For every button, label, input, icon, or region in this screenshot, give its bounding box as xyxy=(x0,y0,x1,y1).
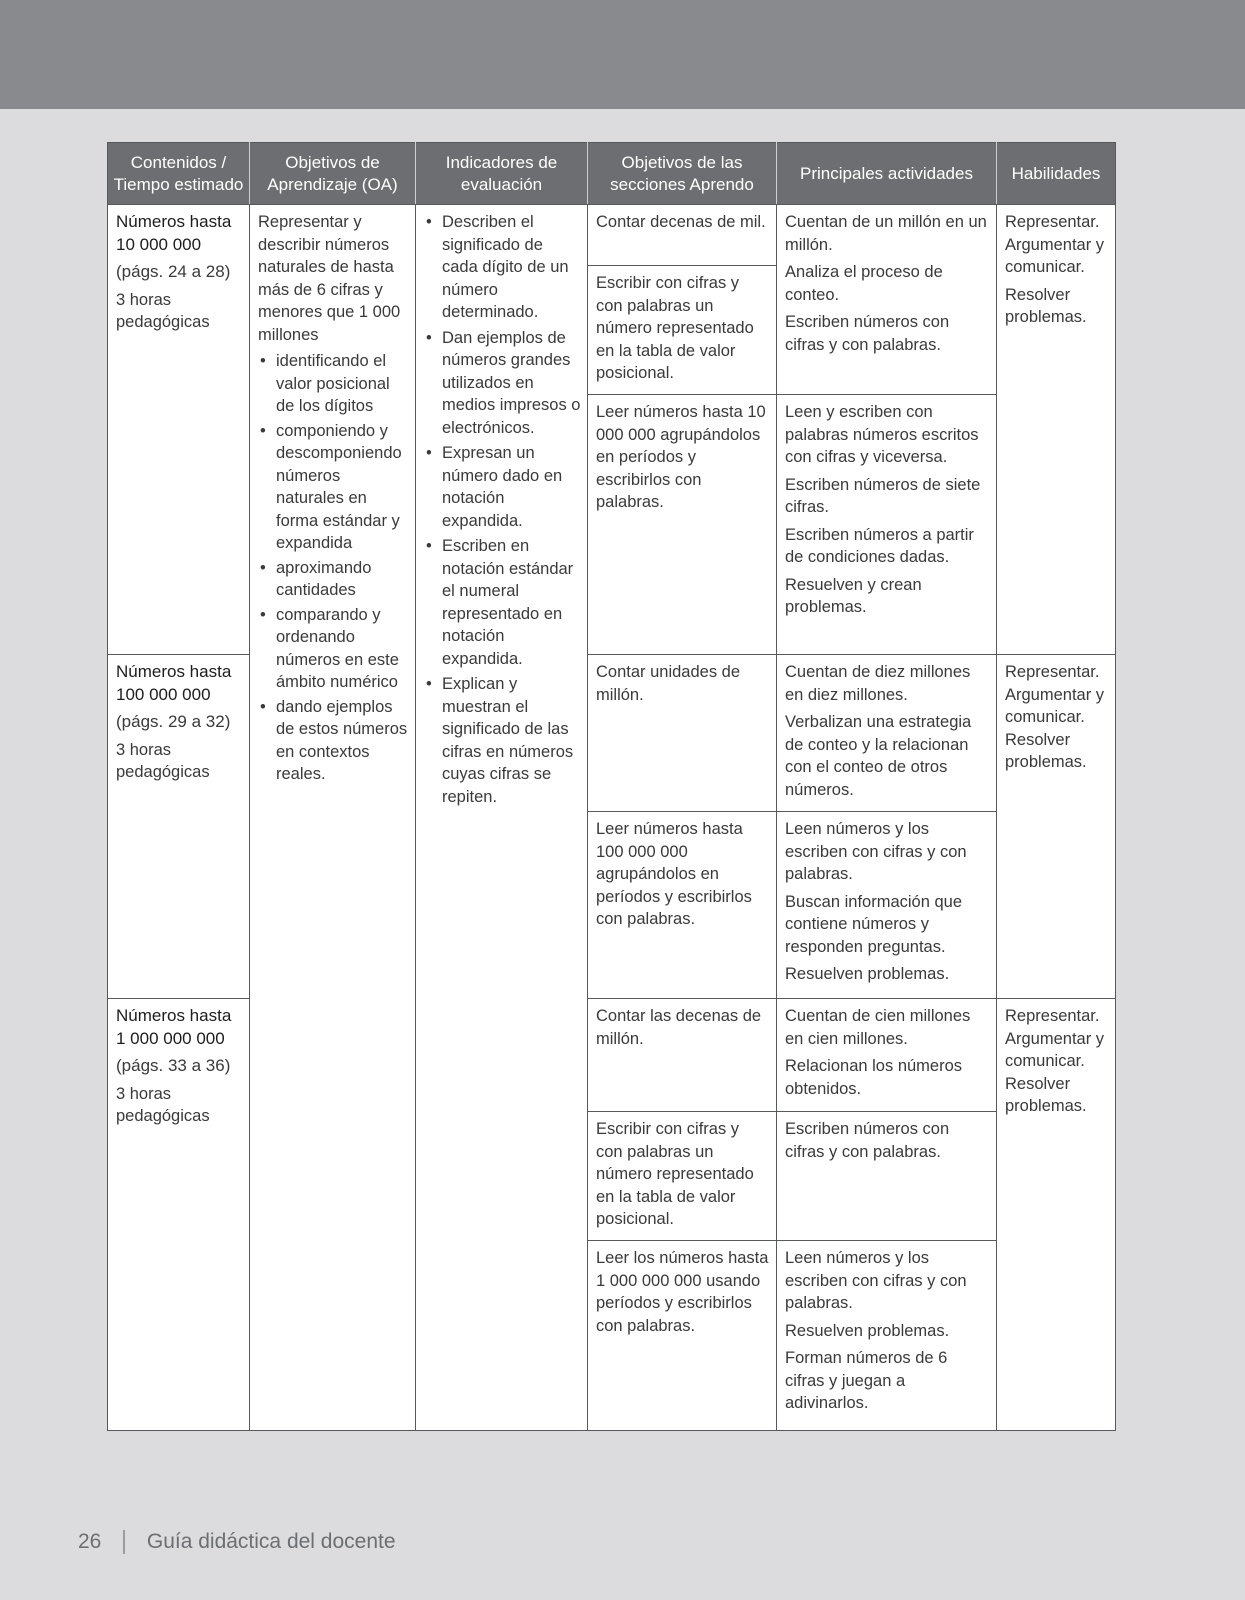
content-cell-2 xyxy=(108,655,250,999)
activity-item: Resuelven problemas. xyxy=(785,965,950,983)
activities-cell xyxy=(777,205,997,395)
section-objective: Escribir con cifras y con palabras un número representado en la tabla de valor posicional. xyxy=(588,266,777,395)
header-indicadores: Indicadores de evaluación xyxy=(416,143,588,205)
skill-item: Representar. Argumentar y comunicar. xyxy=(1005,213,1105,276)
activities-cell xyxy=(777,395,997,655)
activity-item: Leen números y los escriben con cifras y con palabras. xyxy=(785,1249,967,1312)
activity-item: Escriben números de siete cifras. xyxy=(785,475,981,516)
section-objective: Contar las decenas de millón. xyxy=(588,999,777,1112)
indicators-list xyxy=(424,211,581,808)
page-footer xyxy=(78,1530,396,1554)
planning-table-container xyxy=(107,142,1115,1431)
section-objective: Leer los números hasta 1 000 000 000 usando períodos y escribirlos con palabras. xyxy=(588,1241,777,1431)
footer-divider xyxy=(123,1530,125,1554)
header-objetivos-aprendizaje: Objetivos de Aprendizaje (OA) xyxy=(250,143,416,205)
content-cell-1 xyxy=(108,205,250,655)
section-objective: Escribir con cifras y con palabras un número representado en la tabla de valor posicional. xyxy=(588,1112,777,1241)
content-cell-3 xyxy=(108,999,250,1431)
content-time: 3 horas pedagógicas xyxy=(116,1084,210,1125)
activities-cell xyxy=(777,1112,997,1241)
content-title: Números hasta 100 000 000 xyxy=(116,662,232,704)
indicator-bullet: • Expresan un número dado en notación expandida. xyxy=(424,442,581,532)
planning-table xyxy=(107,142,1116,1431)
activity-item: Leen números y los escriben con cifras y con palabras. xyxy=(785,820,967,883)
oa-cell xyxy=(250,205,416,1431)
activity-item: Relacionan los números obtenidos. xyxy=(785,1057,963,1098)
activity-item: Verbalizan una estrategia de conteo y la relacionan con el conteo de otros números. xyxy=(785,713,972,799)
top-header-band xyxy=(0,0,1245,109)
section-objective: Leer números hasta 100 000 000 agrupándolos en períodos y escribirlos con palabras. xyxy=(588,812,777,999)
section-objective: Contar unidades de millón. xyxy=(588,655,777,812)
table-row xyxy=(108,205,1116,266)
oa-list xyxy=(258,350,409,786)
indicators-cell xyxy=(416,205,588,1431)
skills-cell-3 xyxy=(997,999,1116,1431)
header-contenidos: Contenidos / Tiempo estimado xyxy=(108,143,250,205)
content-pages: (págs. 24 a 28) xyxy=(116,262,231,281)
oa-bullet: • componiendo y descomponiendo números naturales en forma estándar y expandida xyxy=(258,420,409,555)
skills-cell-2 xyxy=(997,655,1116,999)
header-row xyxy=(108,143,1116,205)
oa-bullet: • aproximando cantidades xyxy=(258,557,409,602)
activity-item: Resuelven problemas. xyxy=(785,1321,950,1340)
activity-item: Buscan información que contiene números y responden preguntas. xyxy=(785,892,963,956)
content-pages: (págs. 29 a 32) xyxy=(116,712,231,731)
content-time: 3 horas pedagógicas xyxy=(116,740,210,781)
footer-title: Guía didáctica del docente xyxy=(146,1530,396,1553)
indicator-bullet: • Dan ejemplos de números grandes utilizados en medios impresos o electrónicos. xyxy=(424,327,581,440)
indicator-bullet: • Describen el significado de cada dígito de un número determinado. xyxy=(424,211,581,324)
header-objetivos-secciones: Objetivos de las secciones Aprendo xyxy=(588,143,777,205)
page-number: 26 xyxy=(78,1530,102,1553)
skill-item: Representar. Argumentar y comunicar. Resolver problemas. xyxy=(1005,1007,1105,1115)
content-time: 3 horas pedagógicas xyxy=(116,290,210,331)
activity-item: Cuentan de diez millones en diez millones. xyxy=(785,663,971,704)
oa-bullet: • dando ejemplos de estos números en contextos reales. xyxy=(258,696,409,786)
activities-cell xyxy=(777,655,997,812)
oa-intro: Representar y describir números naturales de hasta más de 6 cifras y menores que 1 000 millones xyxy=(258,213,401,344)
activity-item: Resuelven y crean problemas. xyxy=(785,575,922,616)
oa-bullet: • identificando el valor posicional de los dígitos xyxy=(258,350,409,418)
header-actividades: Principales actividades xyxy=(777,143,997,205)
activity-item: Escriben números a partir de condiciones dadas. xyxy=(785,525,974,566)
header-habilidades: Habilidades xyxy=(997,143,1116,205)
activity-item: Forman números de 6 cifras y juegan a adivinarlos. xyxy=(785,1349,948,1412)
skill-item: Representar. Argumentar y comunicar. Resolver problemas. xyxy=(1005,663,1105,771)
indicator-bullet: • Escriben en notación estándar el numeral representado en notación expandida. xyxy=(424,535,581,670)
activity-item: Escriben números con cifras y con palabras. xyxy=(785,1120,950,1161)
activity-item: Cuentan de un millón en un millón. xyxy=(785,213,987,254)
oa-bullet: • comparando y ordenando números en este ámbito numérico xyxy=(258,604,409,694)
section-objective: Leer números hasta 10 000 000 agrupándolos en períodos y escribirlos con palabras. xyxy=(588,395,777,655)
content-pages: (págs. 33 a 36) xyxy=(116,1056,231,1075)
activities-cell xyxy=(777,812,997,999)
skills-cell-1 xyxy=(997,205,1116,655)
activity-item: Analiza el proceso de conteo. xyxy=(785,263,943,304)
activity-item: Cuentan de cien millones en cien millones. xyxy=(785,1007,971,1048)
activity-item: Leen y escriben con palabras números escritos con cifras y viceversa. xyxy=(785,403,979,466)
indicator-bullet: • Explican y muestran el significado de las cifras en números cuyas cifras se repiten. xyxy=(424,673,581,808)
activity-item: Escriben números con cifras y con palabras. xyxy=(785,313,950,354)
content-title: Números hasta 10 000 000 xyxy=(116,212,232,254)
activities-cell xyxy=(777,1241,997,1431)
content-title: Números hasta 1 000 000 000 xyxy=(116,1006,232,1048)
section-objective: Contar decenas de mil. xyxy=(588,205,777,266)
skill-item: Resolver problemas. xyxy=(1005,285,1087,326)
activities-cell xyxy=(777,999,997,1112)
